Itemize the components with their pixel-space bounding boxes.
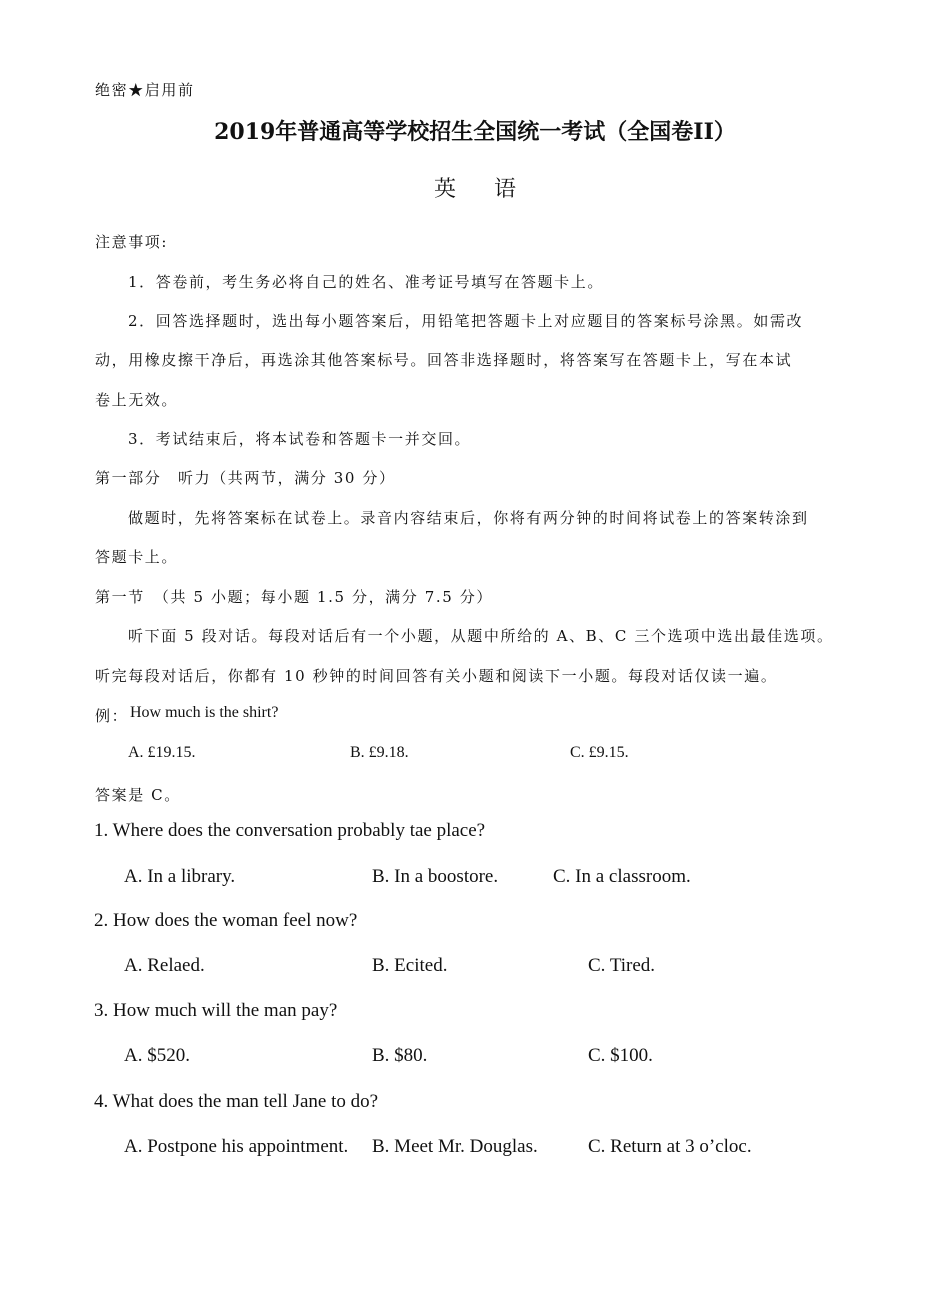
section1-heading: 第一节 （共 5 小题；每小题 1.5 分，满分 7.5 分）: [95, 588, 493, 606]
example-answer: 答案是 C。: [95, 786, 181, 804]
question-2-option-a: A. Relaed.: [124, 955, 205, 976]
part1-heading: 第一部分 听力（共两节，满分 30 分）: [95, 469, 396, 487]
question-3-option-a: A. $520.: [124, 1045, 190, 1066]
example-question: How much is the shirt?: [130, 704, 279, 721]
section1-instruction: 听下面 5 段对话。每段对话后有一个小题，从题中所给的 A、B、C 三个选项中选出最佳选项。: [128, 627, 834, 645]
notice-heading: 注意事项:: [95, 233, 169, 251]
question-3-option-c: C. $100.: [588, 1045, 653, 1066]
notice-item-1: 1．答卷前，考生务必将自己的姓名、准考证号填写在答题卡上。: [128, 273, 604, 291]
question-4-option-b: B. Meet Mr. Douglas.: [372, 1136, 538, 1157]
question-2: 2. How does the woman feel now?: [94, 910, 358, 931]
question-4-option-c: C. Return at 3 o’cloc.: [588, 1136, 752, 1157]
exam-title: 2019年普通高等学校招生全国统一考试（全国卷II）: [214, 119, 736, 145]
question-1-option-c: C. In a classroom.: [553, 866, 691, 887]
notice-item-2: 2．回答选择题时，选出每小题答案后，用铅笔把答题卡上对应题目的答案标号涂黑。如需改: [128, 312, 804, 330]
example-option-b: B. £9.18.: [350, 744, 409, 761]
question-3-option-b: B. $80.: [372, 1045, 428, 1066]
part1-instruction-cont: 答题卡上。: [95, 548, 179, 566]
question-2-option-c: C. Tired.: [588, 955, 656, 976]
notice-item-3: 3．考试结束后，将本试卷和答题卡一并交回。: [128, 430, 472, 448]
part1-instruction: 做题时，先将答案标在试卷上。录音内容结束后，你将有两分钟的时间将试卷上的答案转涂到: [128, 509, 809, 527]
example-option-a: A. £19.15.: [128, 744, 196, 761]
question-3: 3. How much will the man pay?: [94, 1000, 338, 1021]
question-1: 1. Where does the conversation probably tae place?: [94, 820, 486, 841]
section1-instruction-cont: 听完每段对话后，你都有 10 秒钟的时间回答有关小题和阅读下一小题。每段对话仅读一遍。: [95, 667, 778, 685]
confidential-label: 绝密★启用前: [95, 81, 195, 99]
notice-item-2-cont: 动，用橡皮擦干净后，再选涂其他答案标号。回答非选择题时，将答案写在答题卡上，写在本试: [95, 351, 793, 369]
notice-item-2-end: 卷上无效。: [95, 391, 179, 409]
example-option-c: C. £9.15.: [570, 744, 629, 761]
question-4-option-a: A. Postpone his appointment.: [124, 1136, 349, 1157]
question-1-option-a: A. In a library.: [124, 866, 236, 887]
question-4: 4. What does the man tell Jane to do?: [94, 1091, 379, 1112]
example-label: 例：: [95, 707, 129, 725]
question-2-option-b: B. Ecited.: [372, 955, 448, 976]
subject-title: 英语: [433, 177, 554, 202]
question-1-option-b: B. In a boostore.: [372, 866, 499, 887]
